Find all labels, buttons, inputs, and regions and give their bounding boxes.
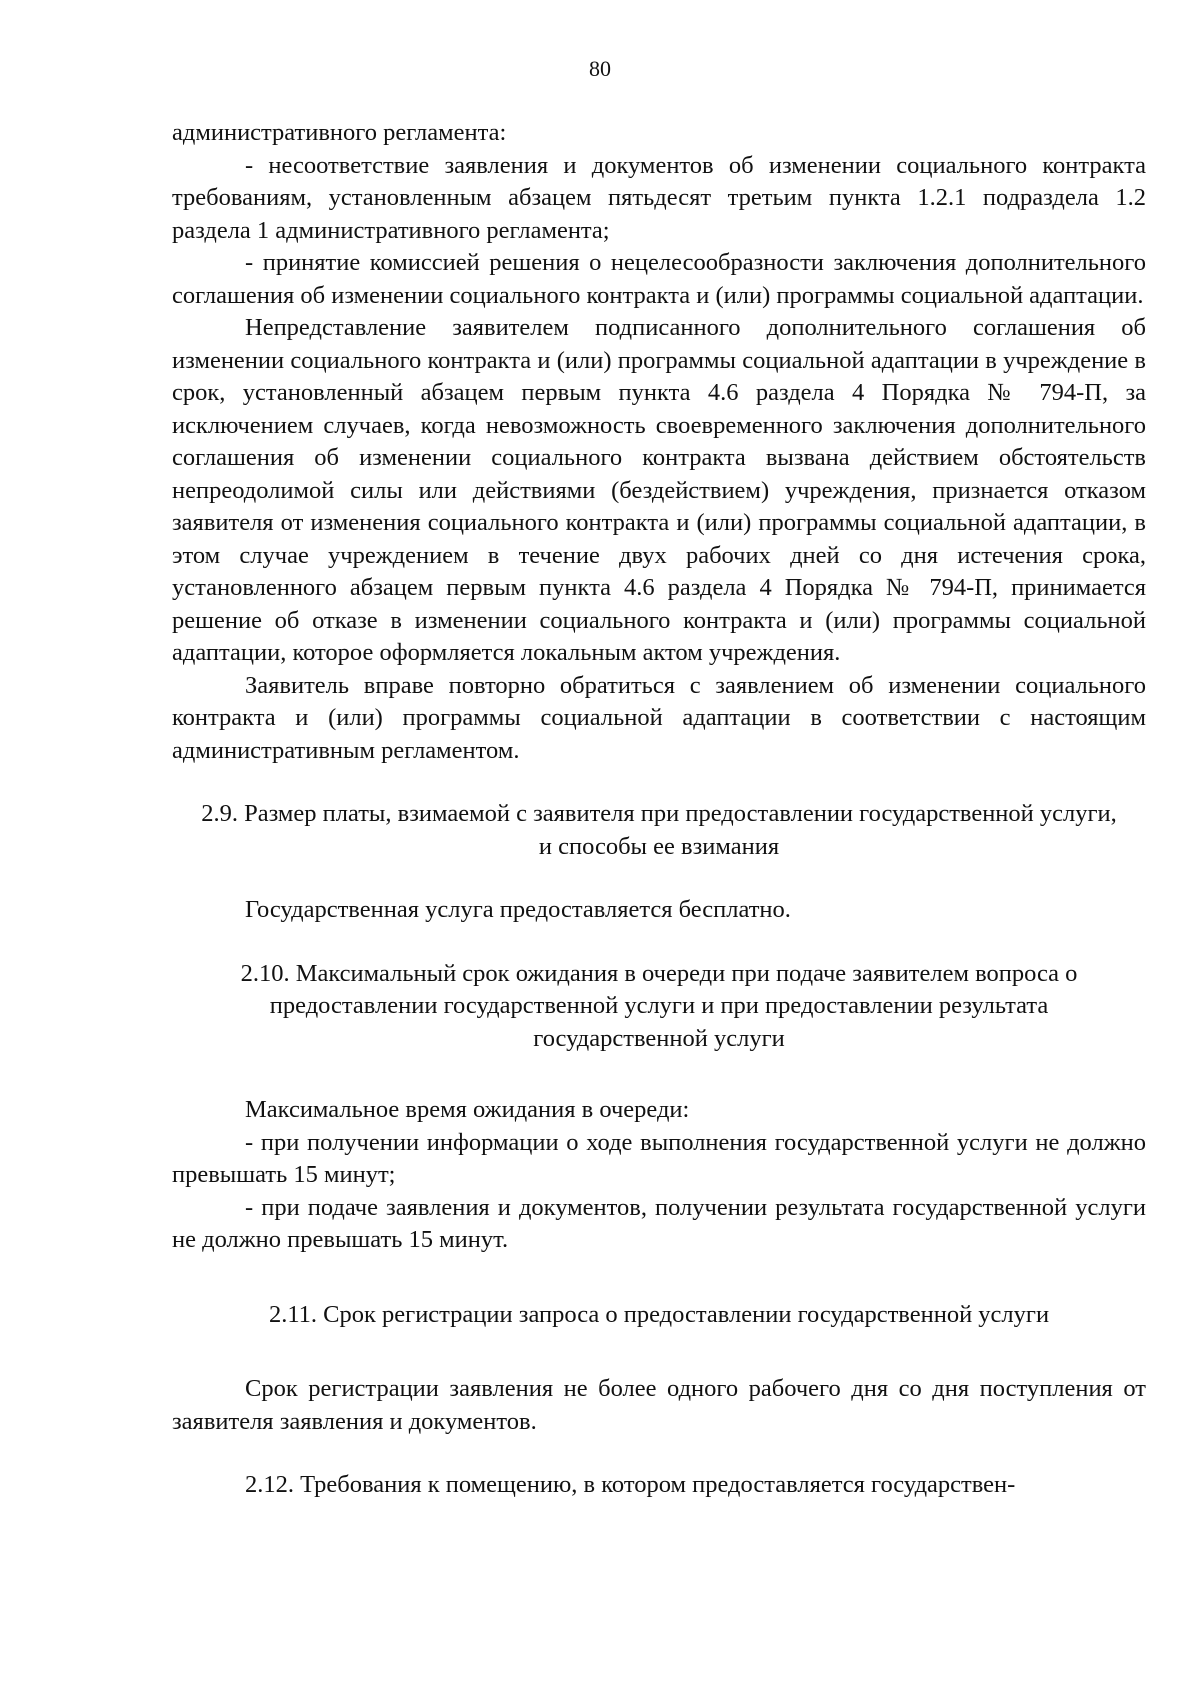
- paragraph-refusal: Непредставление заявителем подписанного дополнительного соглашения об изменении социального контракта и (или) программы социальной адаптации в учреждение в срок, установленный абзацем первым пункта 4.6 раздела 4 Порядка № 794-П, за исключением случаев, когда невозможность своевременного заключения дополнительного соглашения об изменении социального контракта вызвана действием обстоятельств непреодолимой силы или действиями (бездействием) учреждения, признается отказом заявителя от изменения социального контракта и (или) программы социальной адаптации, в этом случае учреждением в течение двух рабочих дней со дня истечения срока, установленного абзацем первым пункта 4.6 раздела 4 Порядка № 794-П, принимается решение об отказе в изменении социального контракта и (или) программы социальной адаптации, которое оформляется локальным актом учреждения.: [172, 314, 1146, 666]
- section-text-2-10-intro: Максимальное время ожидания в очереди:: [245, 1096, 690, 1123]
- document-body: [172, 117, 1146, 1502]
- section-text-2-10-item-1: - при получении информации о ходе выполнения государственной услуги не должно превышать 15 минут;: [172, 1128, 1146, 1188]
- page-number: 80: [589, 56, 611, 81]
- spacer: [172, 1331, 1146, 1373]
- section-heading-2-12: 2.12. Требования к помещению, в котором предоставляется государствен-: [245, 1471, 1016, 1498]
- spacer: [172, 767, 1146, 798]
- spacer: [172, 1257, 1146, 1299]
- section-heading-2-11: 2.11. Срок регистрации запроса о предоставлении государственной услуги: [268, 1300, 1050, 1328]
- section-text-2-10-item-2: - при подаче заявления и документов, получении результата государственной услуги не должно превышать 15 минут.: [172, 1193, 1146, 1253]
- section-heading-2-10: 2.10. Максимальный срок ожидания в очереди при подаче заявителем вопроса о предоставлении государственной услуги и при предоставлении результата государственной услуги: [240, 959, 1078, 1052]
- section-text-2-11: Срок регистрации заявления не более одного рабочего дня со дня поступления от заявителя заявления и документов.: [172, 1375, 1146, 1435]
- spacer: [172, 927, 1146, 958]
- paragraph-reapply: Заявитель вправе повторно обратиться с заявлением об изменении социального контракта и (или) программы социальной адаптации в соответствии с настоящим административным регламентом.: [172, 671, 1146, 764]
- spacer: [172, 863, 1146, 894]
- section-text-2-9: Государственная услуга предоставляется бесплатно.: [245, 896, 791, 923]
- section-heading-2-9: 2.9. Размер платы, взимаемой с заявителя при предоставлении государственной услуги, и способы ее взимания: [201, 800, 1117, 860]
- spacer: [172, 1438, 1146, 1469]
- list-item-1: - несоответствие заявления и документов об изменении социального контракта требованиям, установленным абзацем пятьдесят третьим пункта 1.2.1 подраздела 1.2 раздела 1 административного регламента;: [172, 151, 1146, 244]
- paragraph-intro: административного регламента:: [172, 119, 507, 146]
- spacer: [172, 1055, 1146, 1094]
- list-item-2: - принятие комиссией решения о нецелесообразности заключения дополнительного соглашения об изменении социального контракта и (или) программы социальной адаптации.: [172, 249, 1146, 309]
